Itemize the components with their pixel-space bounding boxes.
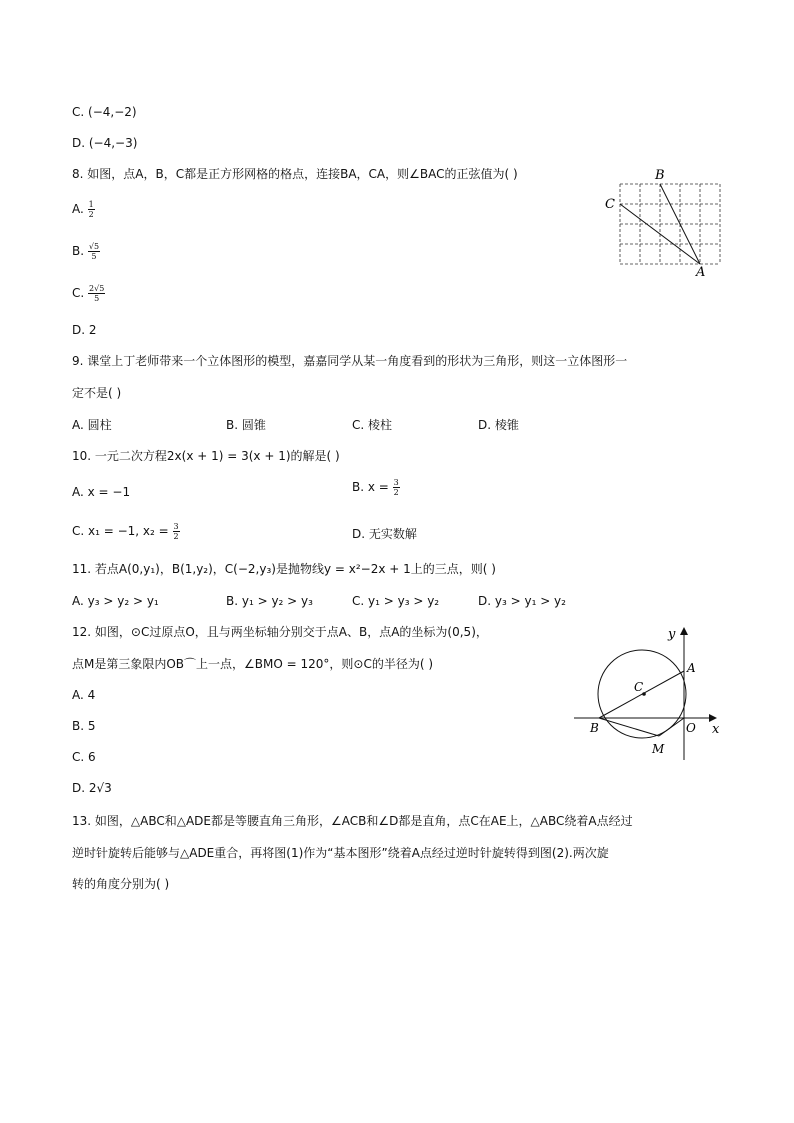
q8-option-a-numerator: 1	[88, 200, 94, 209]
q8-option-a	[72, 200, 95, 219]
q8-option-c-fraction	[88, 284, 105, 303]
q8-option-a-denominator: 2	[88, 210, 94, 219]
q8-option-a-label: A.	[72, 202, 84, 216]
q9-option-a: A. 圆柱	[72, 418, 112, 432]
q11-option-b: B. y₁ > y₂ > y₃	[226, 594, 313, 608]
q8-grid-lines	[620, 184, 720, 264]
q8-option-d: D. 2	[72, 323, 97, 337]
q11-stem: 11. 若点A(0,y₁)，B(1,y₂)，C(−2,y₃)是抛物线y = x²−2x + 1上的三点，则( )	[72, 562, 496, 576]
q9-stem-line2: 定不是( )	[72, 386, 122, 400]
q13-stem-line2: 逆时针旋转后能够与△ADE重合，再将图(1)作为“基本图形”绕着A点经过逆时针旋转得到图(2).两次旋	[72, 846, 609, 860]
q9-option-c: C. 棱柱	[352, 418, 393, 432]
q10-option-b-fraction	[393, 478, 400, 497]
q12-option-d: D. 2√3	[72, 781, 112, 795]
q12-label-a: A	[687, 661, 696, 675]
q10-option-a: A. x = −1	[72, 485, 131, 499]
q8-option-b-numerator: √5	[88, 242, 100, 251]
q8-option-c-numerator: 2√5	[89, 284, 105, 293]
q12-label-o: O	[686, 721, 696, 735]
q12-option-a: A. 4	[72, 688, 96, 702]
q10-option-c-numerator: 3	[173, 522, 179, 531]
q10-option-b-label: B. x =	[352, 480, 389, 494]
q10-option-c-label: C. x₁ = −1, x₂ =	[72, 524, 169, 538]
q8-option-b	[72, 242, 100, 261]
q12-segment-mo	[659, 718, 684, 736]
q12-stem-line2: 点M是第三象限内OB⌒上一点，∠BMO = 120°，则⊙C的半径为( )	[72, 657, 434, 671]
q13-stem-line1: 13. 如图，△ABC和△ADE都是等腰直角三角形，∠ACB和∠D都是直角，点C在AE上，△ABC绕着A点经过	[72, 814, 633, 828]
q7-option-d: D. (−4,−3)	[72, 136, 138, 150]
q8-option-c-label: C.	[72, 286, 85, 300]
q12-segment-bm	[599, 718, 659, 736]
q9-option-b: B. 圆锥	[226, 418, 266, 432]
q8-option-b-label: B.	[72, 244, 85, 258]
q8-label-a: A	[696, 265, 706, 280]
q8-option-a-fraction	[88, 200, 95, 219]
q8-stem: 8. 如图，点A，B，C都是正方形网格的格点，连接BA，CA，则∠BAC的正弦值为( )	[72, 167, 518, 181]
q12-label-m: M	[652, 742, 665, 756]
q9-stem-line1: 9. 课堂上丁老师带来一个立体图形的模型，嘉嘉同学从某一角度看到的形状为三角形，则这一立体图形一	[72, 354, 628, 368]
q10-option-b-denominator: 2	[393, 488, 399, 497]
q8-label-c: C	[605, 197, 615, 212]
q12-circle-figure	[570, 620, 730, 765]
q12-label-x: x	[712, 722, 720, 737]
q8-option-b-denominator: 5	[91, 252, 97, 261]
q9-option-d: D. 棱锥	[478, 418, 519, 432]
q10-option-d: D. 无实数解	[352, 527, 417, 541]
q8-option-b-fraction	[88, 242, 100, 261]
q12-segment-ba	[599, 671, 684, 718]
q12-label-y: y	[668, 627, 676, 642]
q10-option-c-denominator: 2	[173, 532, 179, 541]
q13-stem-line3: 转的角度分别为( )	[72, 877, 170, 891]
q11-option-c: C. y₁ > y₃ > y₂	[352, 594, 440, 608]
q10-stem: 10. 一元二次方程2x(x + 1) = 3(x + 1)的解是( )	[72, 449, 340, 463]
q12-option-c: C. 6	[72, 750, 96, 764]
q11-option-a: A. y₃ > y₂ > y₁	[72, 594, 159, 608]
q8-grid-figure	[600, 164, 730, 280]
q10-option-b-numerator: 3	[393, 478, 399, 487]
q11-option-d: D. y₃ > y₁ > y₂	[478, 594, 566, 608]
q12-label-b: B	[590, 721, 599, 735]
q10-option-c-fraction	[173, 522, 180, 541]
q12-label-c: C	[634, 680, 644, 694]
q8-option-c	[72, 284, 105, 303]
q7-option-c: C. (−4,−2)	[72, 105, 137, 119]
q10-option-c	[72, 522, 180, 541]
q12-stem-line1: 12. 如图，⊙C过原点O，且与两坐标轴分别交于点A、B，点A的坐标为(0,5)，	[72, 625, 488, 639]
q8-option-c-denominator: 5	[94, 294, 100, 303]
q8-label-b: B	[655, 168, 665, 183]
q12-option-b: B. 5	[72, 719, 96, 733]
q10-option-b	[352, 478, 400, 497]
